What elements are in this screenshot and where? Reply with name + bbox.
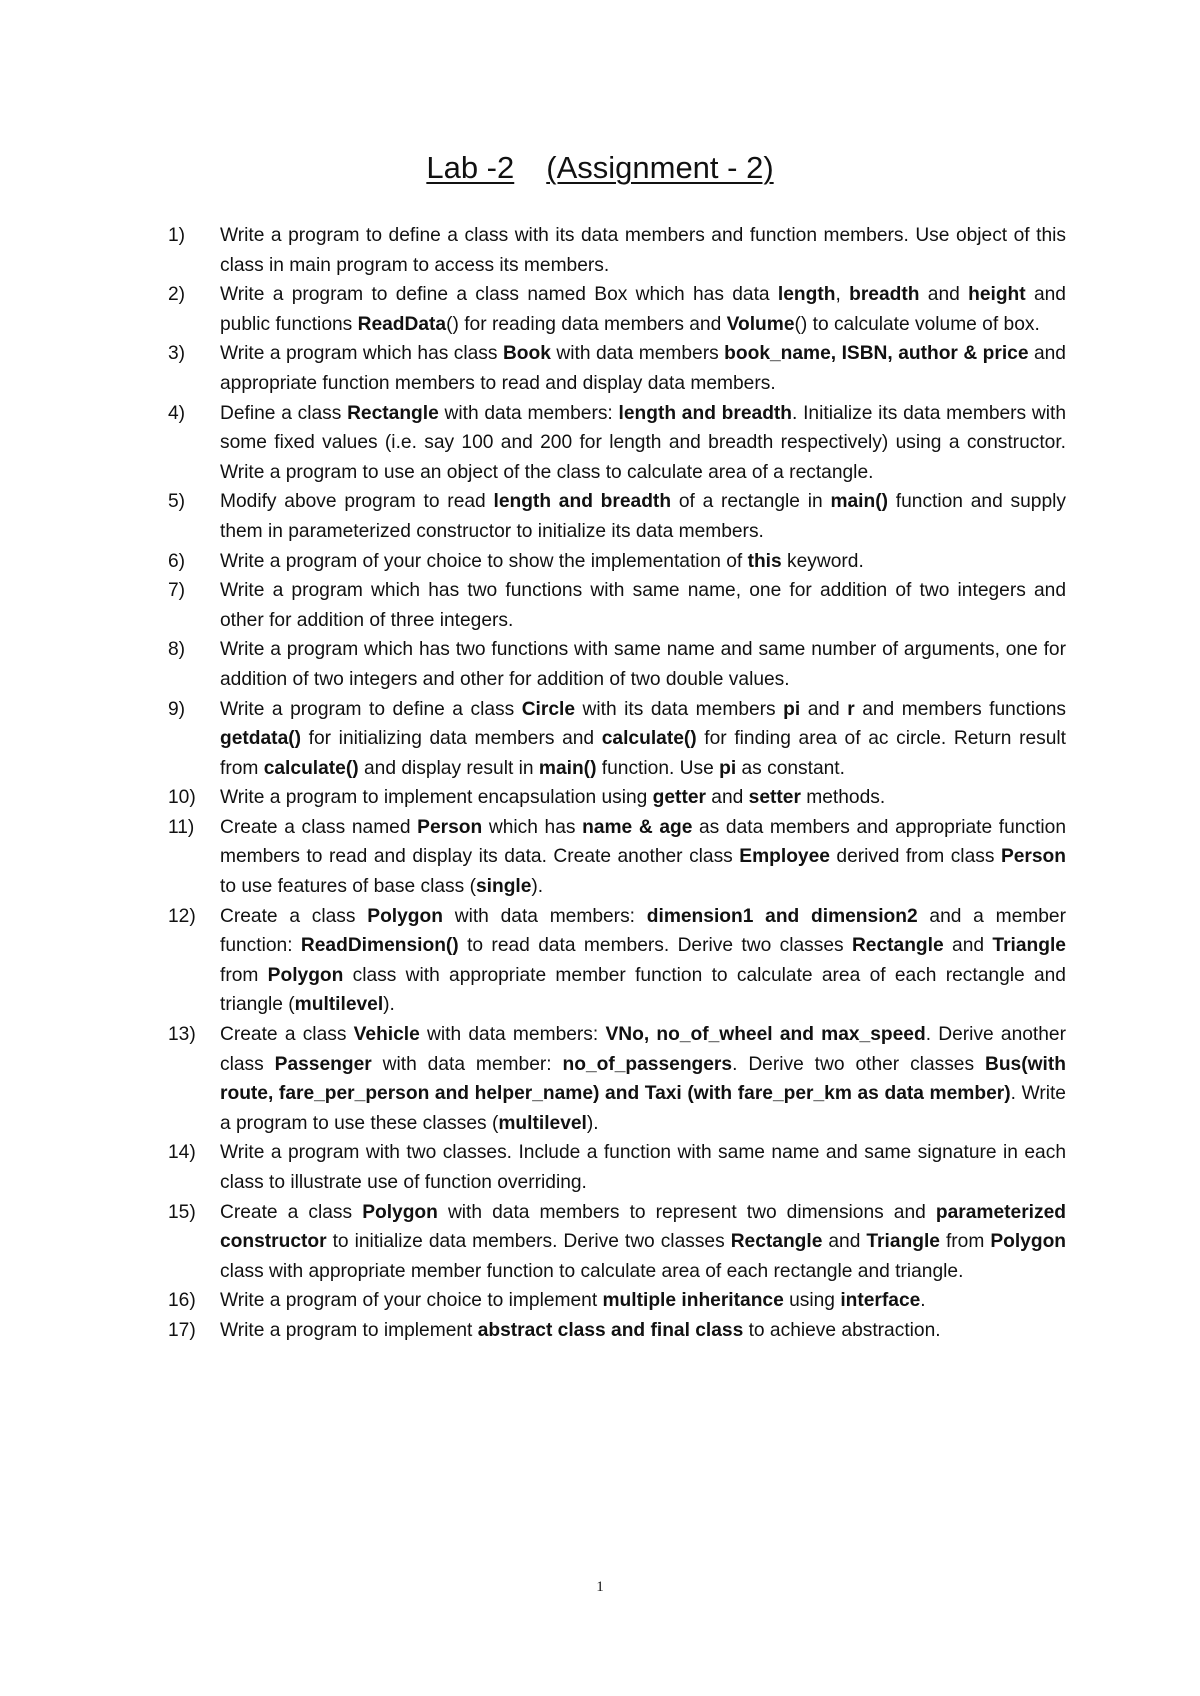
question-text-bold: length and breadth xyxy=(493,491,672,513)
question-item xyxy=(168,1020,1066,1138)
question-text-bold: r xyxy=(847,698,855,720)
question-text: . Derive two other classes xyxy=(732,1053,985,1075)
question-text-bold: Rectangle xyxy=(851,935,944,957)
question-text-bold: length and breadth xyxy=(618,402,793,424)
question-number: 6) xyxy=(168,550,186,572)
question-text: with data members: xyxy=(442,905,647,927)
question-text: to achieve abstraction. xyxy=(743,1319,941,1341)
question-number: 3) xyxy=(168,343,186,365)
question-text-bold: Employee xyxy=(739,846,830,868)
question-text: Write a program which has class xyxy=(220,343,503,365)
question-text: Write a program to implement encapsulation using xyxy=(220,787,653,809)
question-text-bold: Triangle xyxy=(992,935,1066,957)
question-text: as constant. xyxy=(736,757,845,779)
question-text: from xyxy=(939,1231,991,1253)
question-text-bold: length xyxy=(777,284,836,306)
question-text-bold: main() xyxy=(830,491,888,513)
question-text: of a rectangle in xyxy=(671,491,831,513)
question-text: and xyxy=(705,787,749,809)
question-text: . Write a program to use these classes ( xyxy=(220,1083,1066,1134)
question-text-bold: dimension1 and dimension2 xyxy=(646,905,918,927)
question-text: and members functions xyxy=(854,698,1066,720)
question-text-bold: breadth xyxy=(849,284,920,306)
question-text-bold: multiple inheritance xyxy=(602,1290,784,1312)
question-list xyxy=(168,221,1066,1346)
question-text-bold: pi xyxy=(719,757,737,779)
question-text-bold: height xyxy=(968,284,1026,306)
question-number: 10) xyxy=(168,787,196,809)
question-item xyxy=(168,547,1066,577)
question-text: Create a class xyxy=(220,1024,354,1046)
question-number: 14) xyxy=(168,1142,196,1164)
question-item xyxy=(168,576,1066,635)
question-text: methods. xyxy=(800,787,886,809)
question-text-bold: single xyxy=(475,876,532,898)
question-text-bold: calculate() xyxy=(263,757,359,779)
question-number: 2) xyxy=(168,284,186,306)
page-title xyxy=(0,148,1200,188)
question-text-bold: parameterized constructor xyxy=(220,1201,1066,1253)
question-item xyxy=(168,695,1066,784)
question-text: Create a class named xyxy=(220,816,418,838)
question-text: and display result in xyxy=(358,757,539,779)
question-number: 16) xyxy=(168,1290,196,1312)
question-text: Define a class xyxy=(220,402,348,424)
question-text-bold: book_name, ISBN, author & price xyxy=(724,343,1029,365)
question-number: 4) xyxy=(168,402,186,424)
question-text: ). xyxy=(383,994,395,1016)
question-item xyxy=(168,339,1066,398)
question-text-bold: Circle xyxy=(521,698,576,720)
question-text: to use features of base class ( xyxy=(220,876,476,898)
title-lab: Lab -2 xyxy=(426,150,515,185)
question-text: . xyxy=(920,1290,926,1312)
question-item xyxy=(168,1138,1066,1197)
page-number: 1 xyxy=(596,1579,604,1595)
question-text-bold: multilevel xyxy=(294,994,384,1016)
question-text-bold: setter xyxy=(748,787,801,809)
question-text: Write a program with two classes. Include a function with same name and same signature in each class to illustrate use of function overriding. xyxy=(220,1142,1066,1193)
question-text: . Derive another class xyxy=(220,1024,1066,1075)
title-assignment: (Assignment - 2) xyxy=(546,150,774,185)
question-text: keyword. xyxy=(781,550,864,572)
question-text: ). xyxy=(531,876,544,898)
question-text: and appropriate function members to read and display data members. xyxy=(220,343,1066,394)
question-item xyxy=(168,783,1066,813)
question-text: for finding area of ac circle. Return result from xyxy=(220,728,1066,779)
question-text: using xyxy=(783,1290,841,1312)
question-number: 1) xyxy=(168,225,186,246)
question-text-bold: VNo, no_of_wheel and max_speed xyxy=(605,1024,926,1046)
question-text-bold: abstract class and final class xyxy=(477,1319,744,1341)
question-text-bold: Person xyxy=(1000,846,1066,868)
question-text-bold: interface xyxy=(840,1290,921,1312)
question-text: Write a program which has two functions with same name, one for addition of two integers and other for addition of three integers. xyxy=(220,580,1066,631)
question-number: 8) xyxy=(168,639,186,661)
question-text: , xyxy=(835,284,850,306)
question-text-bold: Polygon xyxy=(990,1231,1067,1253)
question-text-bold: Polygon xyxy=(362,1201,438,1223)
question-text: with data members: xyxy=(419,1024,606,1046)
question-text: Modify above program to read xyxy=(220,491,494,513)
question-item xyxy=(168,1286,1066,1316)
question-text: with its data members xyxy=(575,698,784,720)
question-text: and xyxy=(943,935,993,957)
question-text-bold: Polygon xyxy=(267,964,344,986)
question-text: class with appropriate member function to calculate area of each rectangle and triangle ( xyxy=(220,964,1066,1016)
question-item xyxy=(168,1316,1066,1346)
question-number: 9) xyxy=(168,698,186,720)
question-number: 5) xyxy=(168,491,186,513)
question-text-bold: name & age xyxy=(582,816,693,838)
question-text-bold: Vehicle xyxy=(353,1024,420,1046)
question-text-bold: Book xyxy=(502,343,551,365)
question-text: derived from class xyxy=(829,846,1001,868)
question-text-bold: Bus(with route, fare_per_person and helper_name) and Taxi (with fare_per_km as data member) xyxy=(220,1053,1066,1105)
question-number: 15) xyxy=(168,1201,196,1223)
question-item xyxy=(168,221,1066,280)
question-text: ). xyxy=(586,1112,599,1134)
question-text-bold: Triangle xyxy=(866,1231,940,1253)
question-text-bold: calculate() xyxy=(601,728,697,750)
question-text: to read data members. Derive two classes xyxy=(458,935,852,957)
question-item xyxy=(168,813,1066,902)
question-item xyxy=(168,487,1066,546)
question-text-bold: getdata() xyxy=(220,728,302,750)
question-text: Write a program to implement xyxy=(220,1319,478,1341)
question-item xyxy=(168,280,1066,339)
question-text: () to calculate volume of box. xyxy=(794,313,1040,335)
question-text: for initializing data members and xyxy=(301,728,602,750)
question-text: Write a program to define a class with its data members and function members. Use object of this class in main program to access its members. xyxy=(220,225,1066,276)
question-number: 13) xyxy=(168,1024,196,1046)
question-item xyxy=(168,1198,1066,1287)
question-text: () for reading data members and xyxy=(446,313,727,335)
question-text: from xyxy=(220,964,268,986)
question-text: with data member: xyxy=(371,1053,563,1075)
question-text-bold: no_of_passengers xyxy=(562,1053,733,1075)
question-text: with data members xyxy=(550,343,725,365)
question-text-bold: Rectangle xyxy=(730,1231,823,1253)
question-text-bold: this xyxy=(747,550,782,572)
question-text: which has xyxy=(482,816,583,838)
question-text: and xyxy=(822,1231,867,1253)
question-text: Write a program to define a class named Box which has data xyxy=(220,284,778,306)
question-text: function and supply them in parameterized constructor to initialize its data members. xyxy=(220,491,1066,542)
question-item xyxy=(168,902,1066,1020)
question-text-bold: multilevel xyxy=(498,1112,587,1134)
question-text-bold: pi xyxy=(783,698,801,720)
question-item xyxy=(168,399,1066,488)
question-text-bold: ReadDimension() xyxy=(300,935,459,957)
question-text: Write a program of your choice to implement xyxy=(220,1290,603,1312)
question-text: and a member function: xyxy=(220,905,1066,957)
question-number: 17) xyxy=(168,1319,196,1341)
question-number: 7) xyxy=(168,580,186,602)
question-text: Write a program which has two functions with same name and same number of arguments, one for addition of two integers and other for addition of two double values. xyxy=(220,639,1066,690)
question-item xyxy=(168,635,1066,694)
question-text: and xyxy=(800,698,848,720)
question-text: Write a program of your choice to show the implementation of xyxy=(220,550,748,572)
question-text: to initialize data members. Derive two classes xyxy=(326,1231,731,1253)
question-number: 11) xyxy=(168,816,195,838)
question-text-bold: Volume xyxy=(726,313,795,335)
question-text: Write a program to define a class xyxy=(220,698,522,720)
question-text: with data members to represent two dimensions and xyxy=(437,1201,936,1223)
question-text-bold: Passenger xyxy=(274,1053,372,1075)
question-text-bold: Rectangle xyxy=(347,402,439,424)
question-text: and xyxy=(919,284,969,306)
question-text: and public functions xyxy=(220,284,1066,335)
question-text: . Initialize its data members with some fixed values (i.e. say 100 and 200 for length and breadth respectively) using a constructor. Write a program to use an object of the class to calculate area of a rectangle. xyxy=(220,402,1067,483)
question-text: Create a class xyxy=(220,1201,363,1223)
question-text: as data members and appropriate function members to read and display its data. Create another class xyxy=(220,816,1066,868)
question-text-bold: main() xyxy=(538,757,597,779)
question-number: 12) xyxy=(168,905,196,927)
question-text-bold: getter xyxy=(652,787,706,809)
question-text: Create a class xyxy=(220,905,368,927)
question-text-bold: Person xyxy=(417,816,483,838)
question-text: function. Use xyxy=(596,757,720,779)
question-text: class with appropriate member function to calculate area of each rectangle and triangle. xyxy=(220,1260,964,1282)
question-text: with data members: xyxy=(438,402,619,424)
question-text-bold: Polygon xyxy=(367,905,443,927)
question-text-bold: ReadData xyxy=(357,313,447,335)
